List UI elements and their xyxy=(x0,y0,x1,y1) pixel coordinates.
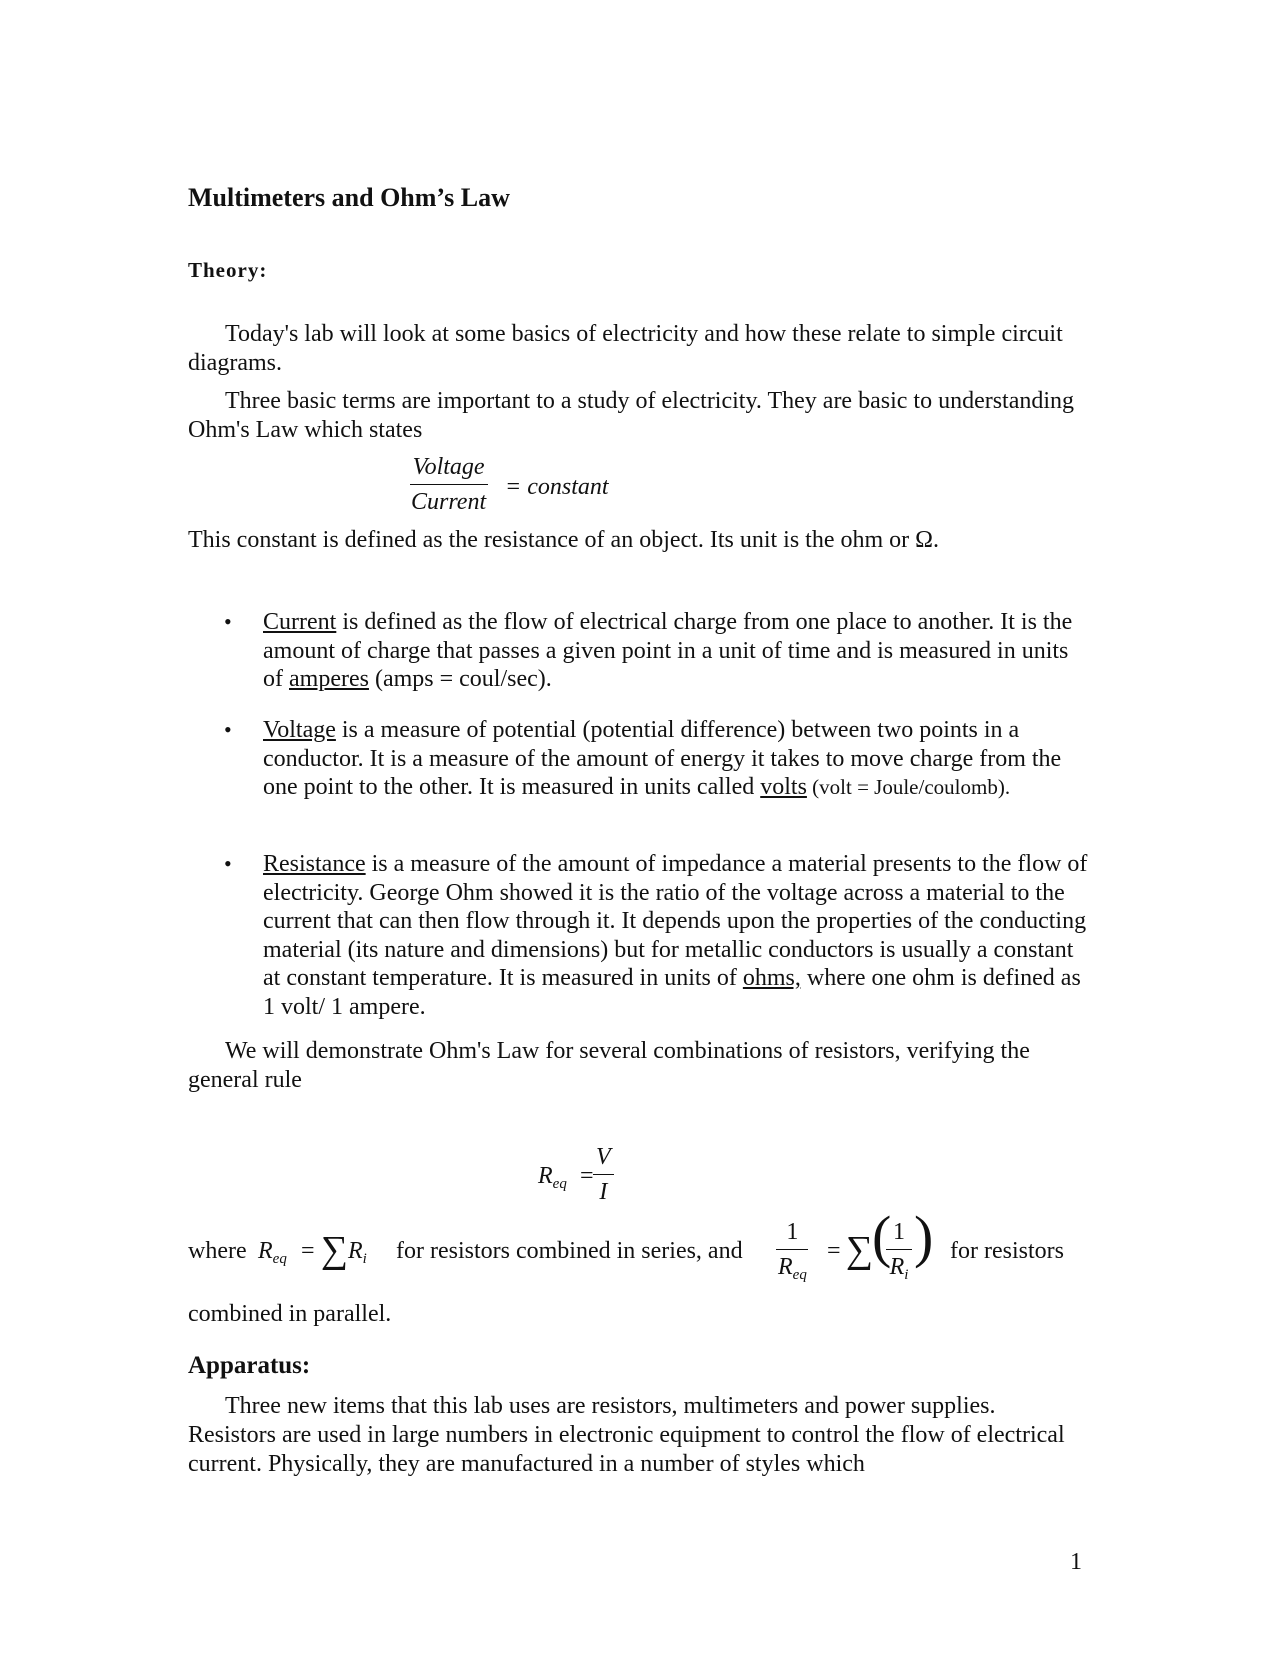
fraction-denominator xyxy=(775,1250,810,1288)
resistance-description-end: where one ohm is defined as 1 volt/ 1 ampere. xyxy=(263,965,1081,1020)
parallel-text: for resistors xyxy=(950,1238,1064,1264)
fraction-numerator: 1 xyxy=(776,1219,808,1250)
req-subscript: eq xyxy=(552,1176,567,1192)
term-current: Current xyxy=(263,609,337,635)
fraction-denominator xyxy=(887,1250,912,1288)
current-description-end: (amps = coul/sec). xyxy=(368,666,552,692)
current-description: is defined as the flow of electrical charge from one place to another. It is the amount of charge that passes a given point in a unit of time and is measured in units of xyxy=(263,609,1073,692)
fraction-numerator: V xyxy=(593,1144,614,1175)
series-rhs xyxy=(348,1238,367,1268)
bullet-icon: • xyxy=(224,851,232,876)
page-number: 1 xyxy=(1070,1549,1082,1575)
terms-paragraph: Three basic terms are important to a study of electricity. They are basic to understanding Ohm's Law which states xyxy=(188,388,1075,443)
term-resistance: Resistance xyxy=(263,851,366,877)
fraction-denominator: I xyxy=(599,1179,608,1205)
apparatus-heading: Apparatus: xyxy=(188,1352,311,1379)
resistance-description: is a measure of the amount of impedance a material presents to the flow of electricity. George Ohm showed it is the ratio of the voltage across a material to the current that can then flow through it. It depends upon the properties of the conducting material (its nature and dimensions) but for metallic conductors is usually a constant at constant temperature. It is measured in units of xyxy=(263,851,1088,991)
parallel-inner-fraction xyxy=(886,1219,912,1288)
bullet-icon: • xyxy=(224,717,232,742)
page-title: Multimeters and Ohm’s Law xyxy=(188,183,510,212)
series-text: for resistors combined in series, and xyxy=(396,1238,743,1264)
series-lhs xyxy=(258,1238,287,1268)
parallel-ri-symbol: R xyxy=(889,1254,905,1280)
theory-heading: Theory: xyxy=(188,258,268,282)
unit-ohms: ohms, xyxy=(742,965,801,991)
v-over-i-fraction xyxy=(593,1144,614,1205)
parallel-req-subscript: eq xyxy=(792,1267,807,1283)
series-ri-symbol: R xyxy=(348,1238,363,1264)
where-label: where xyxy=(188,1238,247,1264)
demonstrate-paragraph: We will demonstrate Ohm's Law for several combinations of resistors, verifying the general rule xyxy=(188,1038,1030,1093)
series-req-subscript: eq xyxy=(272,1251,287,1267)
parallel-req-symbol: R xyxy=(778,1254,793,1280)
resistance-definition: This constant is defined as the resistance of an object. Its unit is the ohm or Ω. xyxy=(188,527,939,553)
parallel-continuation: combined in parallel. xyxy=(188,1301,392,1327)
parallel-lhs-fraction xyxy=(775,1219,810,1288)
bullet-icon: • xyxy=(224,609,232,634)
series-req-symbol: R xyxy=(258,1238,273,1264)
apparatus-paragraph: Three new items that this lab uses are resistors, multimeters and power supplies. Resistors are used in large numbers in electronic equipment to control the flow of electrical current. Physically, they are manufactured in a number of styles which xyxy=(188,1393,1065,1477)
unit-volts: volts xyxy=(760,774,807,800)
ohms-law-rhs: = constant xyxy=(505,474,609,500)
series-ri-subscript: i xyxy=(362,1251,367,1267)
parallel-ri-subscript: i xyxy=(904,1267,909,1283)
ohms-law-fraction xyxy=(408,454,489,515)
voltage-description: is a measure of potential (potential difference) between two points in a conductor. It is a measure of the amount of energy it takes to move charge from the one point to the other. It is measured in units called xyxy=(263,717,1062,800)
sigma-symbol: ∑ xyxy=(321,1229,349,1271)
voltage-description-end: (volt = Joule/coulomb). xyxy=(806,775,1011,799)
series-equals: = xyxy=(301,1238,315,1264)
fraction-denominator: Current xyxy=(411,489,487,515)
req-equals: = xyxy=(580,1163,594,1189)
right-paren: ) xyxy=(914,1204,934,1269)
unit-amperes: amperes xyxy=(289,666,369,692)
req-symbol: R xyxy=(538,1163,553,1189)
intro-paragraph: Today's lab will look at some basics of electricity and how these relate to simple circuit diagrams. xyxy=(188,321,1063,376)
left-paren: ( xyxy=(872,1204,892,1269)
parallel-equals: = xyxy=(827,1238,841,1264)
term-voltage: Voltage xyxy=(263,717,336,743)
fraction-numerator: 1 xyxy=(886,1219,912,1250)
fraction-numerator: Voltage xyxy=(410,454,488,485)
req-lhs xyxy=(538,1163,567,1193)
sigma-symbol: ∑ xyxy=(846,1229,874,1271)
